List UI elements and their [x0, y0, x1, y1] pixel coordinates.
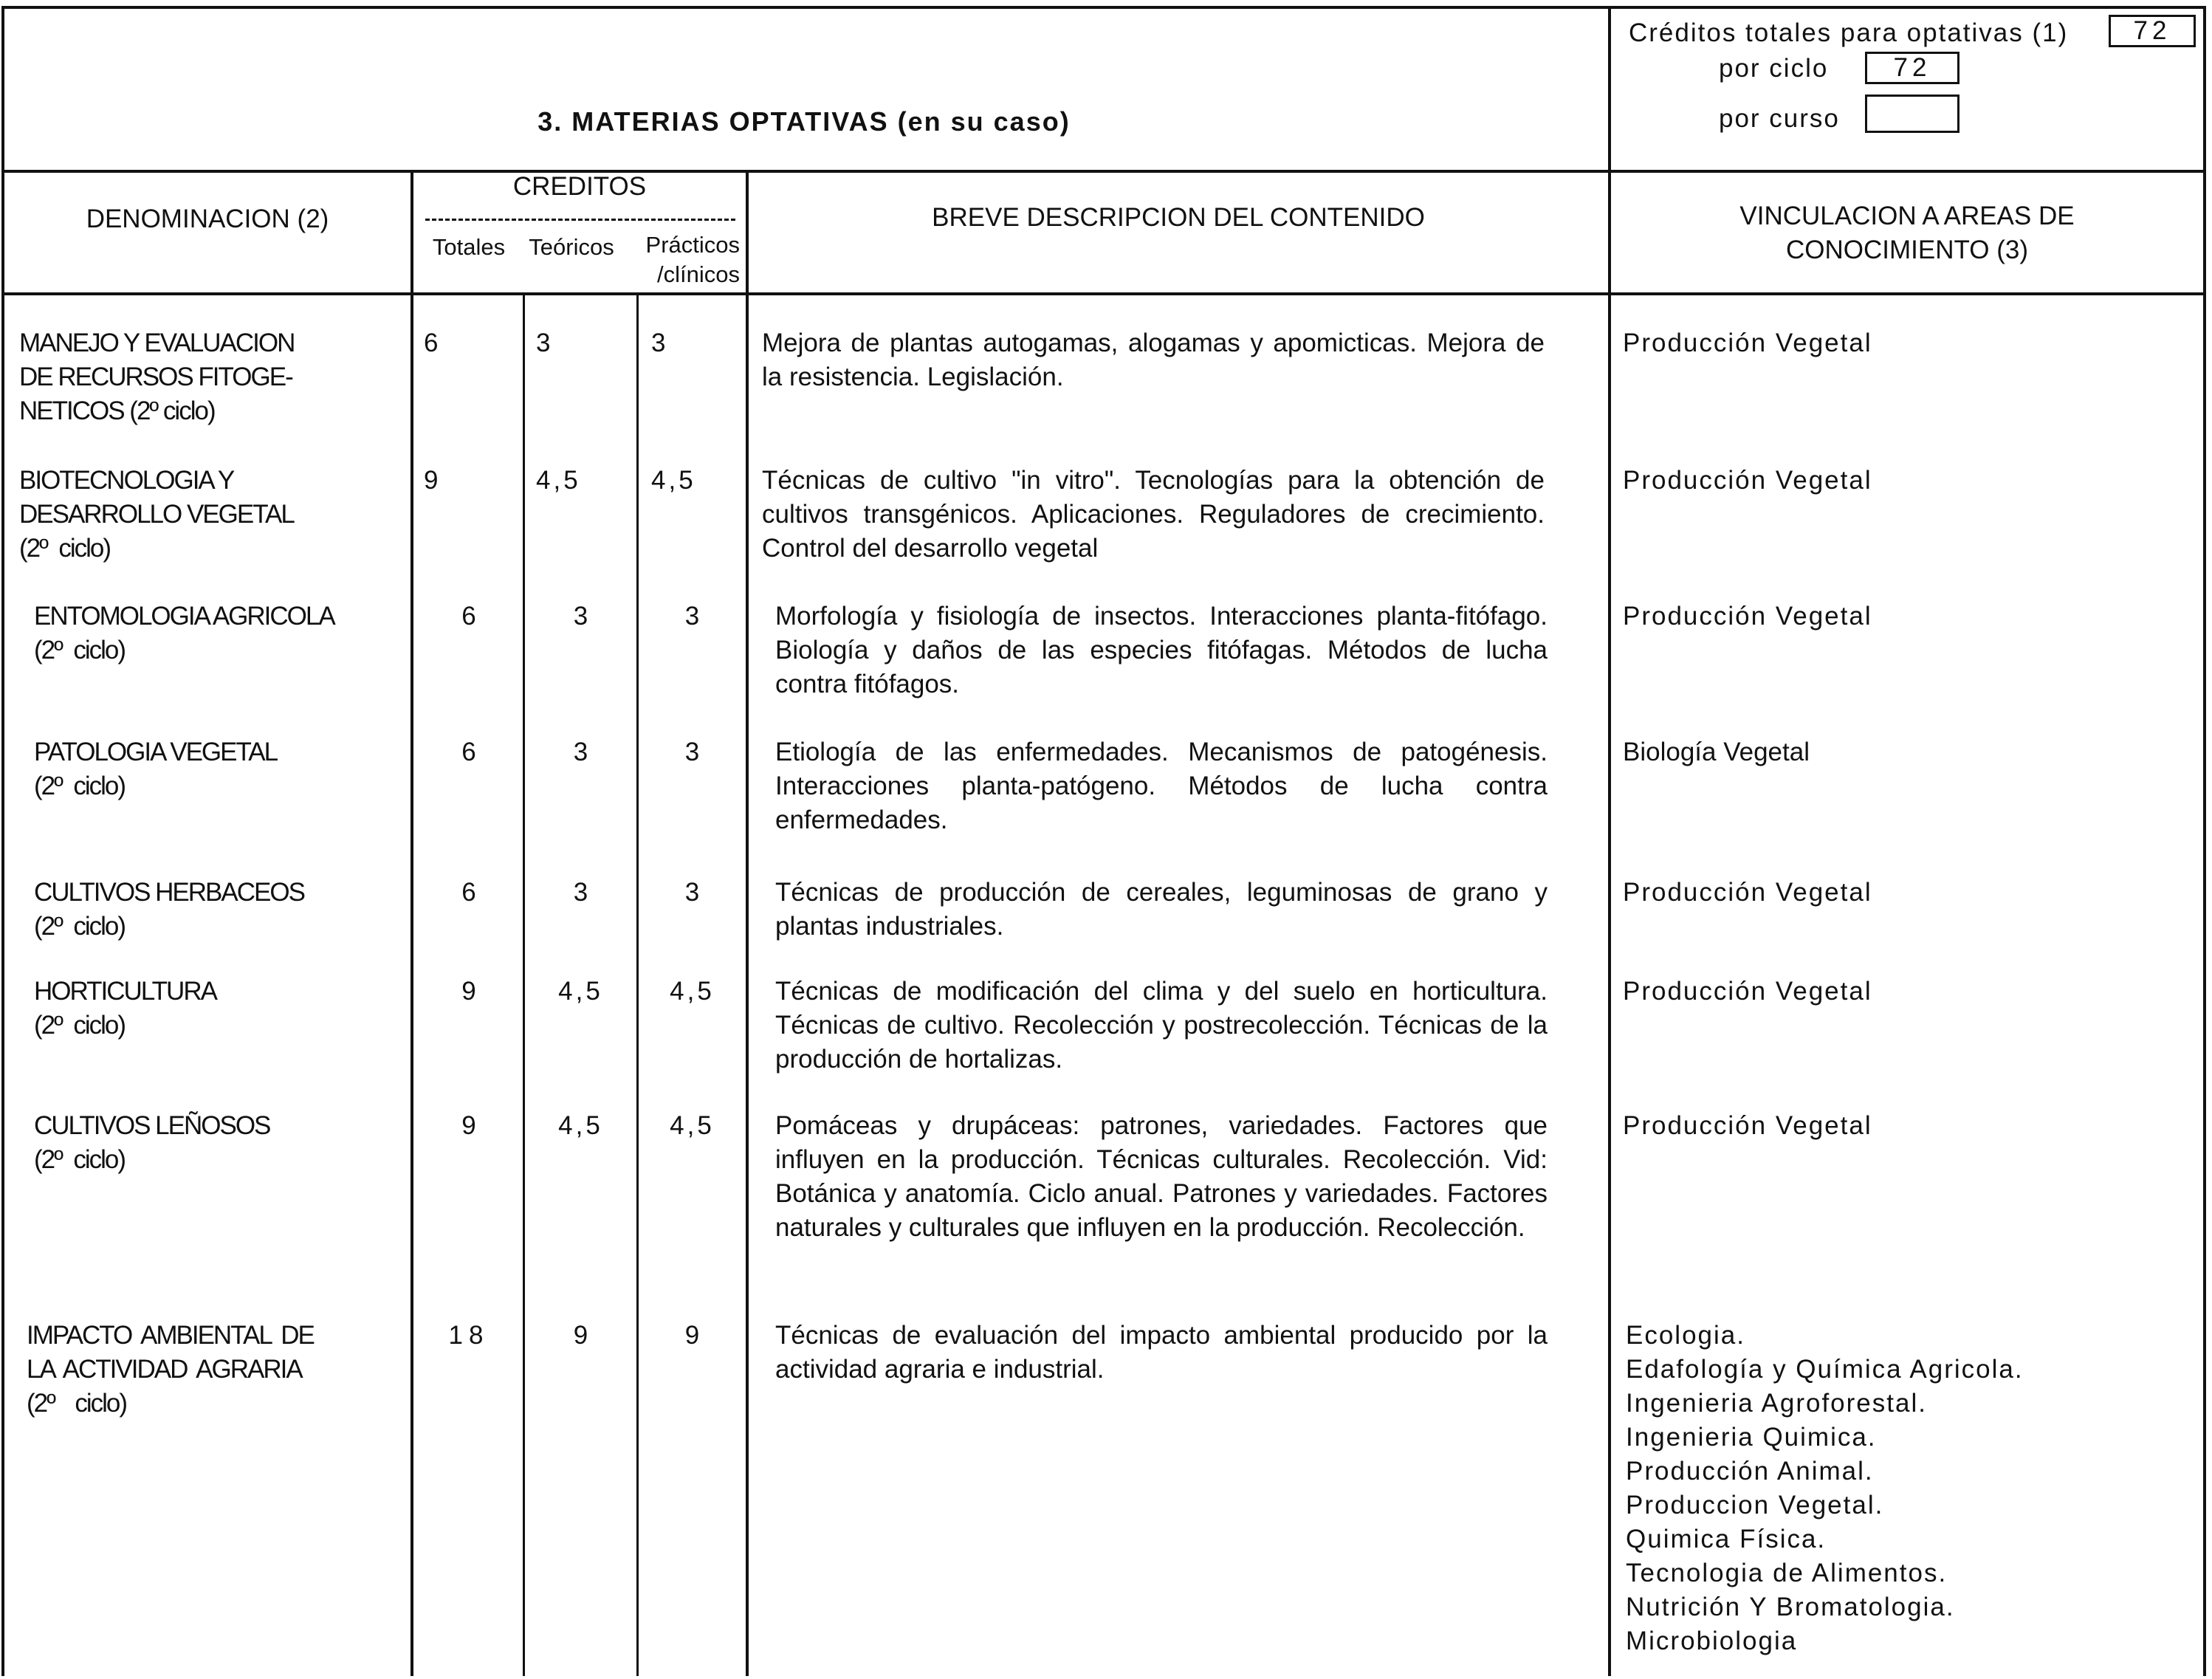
- row-7-teoricos: 4,5: [558, 1111, 603, 1140]
- row-4-practicos: 3: [684, 738, 700, 766]
- row-2-denominacion: BIOTECNOLOGIA Y DESARROLLO VEGETAL (2º ciclo): [19, 466, 294, 563]
- row-7-descripcion: Pomáceas y drupáceas: patrones, variedades. Factores que influyen en la producción. Técnicas culturales. Recolección. Vid: Botánica y anatomía. Ciclo anual. Patrones y variedades. Factores naturales y culturales que influyen en la producción. Recolección.: [775, 1111, 1548, 1242]
- row-5-descripcion: Técnicas de producción de cereales, leguminosas de grano y plantas industriales.: [775, 878, 1548, 941]
- col-header-denominacion: DENOMINACION (2): [86, 205, 329, 233]
- row-6-totales: 9: [461, 977, 476, 1006]
- row-1-descripcion: Mejora de plantas autogamas, alogamas y apomicticas. Mejora de la resistencia. Legislación.: [762, 329, 1545, 391]
- row-1-denominacion: MANEJO Y EVALUACION DE RECURSOS FITOGE- NETICOS (2º ciclo): [19, 329, 295, 425]
- row-2-descripcion: Técnicas de cultivo "in vitro". Tecnologías para la obtención de cultivos transgénicos. Aplicaciones. Reguladores de crecimiento. Control del desarrollo vegetal: [762, 466, 1545, 563]
- row-3-denominacion: ENTOMOLOGIA AGRICOLA (2º ciclo): [34, 602, 334, 665]
- row-1-areas: Producción Vegetal: [1623, 329, 1872, 357]
- creditos-totales-label: Créditos totales para optativas (1): [1629, 18, 2069, 47]
- frame-left: [1, 6, 4, 1676]
- por-ciclo-value: 72: [1865, 52, 1959, 84]
- row-8-practicos: 9: [684, 1321, 700, 1350]
- row-4-denominacion: PATOLOGIA VEGETAL (2º ciclo): [34, 738, 278, 800]
- row-8-teoricos: 9: [573, 1321, 588, 1350]
- col-header-totales: Totales: [432, 234, 506, 260]
- row-4-descripcion: Etiología de las enfermedades. Mecanismos de patogénesis. Interacciones planta-patógeno. Métodos de lucha contra enfermedades.: [775, 738, 1548, 834]
- column-header-divider: [1, 292, 2206, 295]
- row-6-teoricos: 4,5: [558, 977, 603, 1006]
- row-3-areas: Producción Vegetal: [1623, 602, 1872, 631]
- col-line-4: [746, 170, 749, 1676]
- row-4-totales: 6: [461, 738, 476, 766]
- creditos-totales-value: 72: [2109, 15, 2196, 47]
- col-line-1: [411, 170, 413, 1676]
- row-1-totales: 6: [424, 329, 439, 357]
- row-1-practicos: 3: [651, 329, 666, 357]
- row-6-denominacion: HORTICULTURA (2º ciclo): [34, 977, 216, 1040]
- row-7-practicos: 4,5: [670, 1111, 715, 1140]
- row-2-totales: 9: [424, 466, 439, 495]
- row-8-denominacion: IMPACTO AMBIENTAL DE LA ACTIVIDAD AGRARIA (2º ciclo): [27, 1321, 314, 1418]
- por-curso-label: por curso: [1719, 104, 1840, 133]
- row-4-teoricos: 3: [573, 738, 588, 766]
- col-header-descripcion: BREVE DESCRIPCION DEL CONTENIDO: [932, 203, 1425, 232]
- col-header-teoricos: Teóricos: [529, 234, 614, 260]
- row-1-teoricos: 3: [536, 329, 551, 357]
- frame-right: [2203, 6, 2206, 1676]
- row-5-teoricos: 3: [573, 878, 588, 907]
- row-8-totales: 18: [448, 1321, 490, 1350]
- col-header-practicos: Prácticos /clínicos: [645, 232, 740, 287]
- por-ciclo-label: por ciclo: [1719, 54, 1829, 83]
- row-3-totales: 6: [461, 602, 476, 631]
- row-8-descripcion: Técnicas de evaluación del impacto ambiental producido por la actividad agraria e industrial.: [775, 1321, 1548, 1384]
- header-divider: [1, 170, 2206, 173]
- col-header-vinculacion: VINCULACION A AREAS DE CONOCIMIENTO (3): [1739, 202, 2075, 264]
- row-5-practicos: 3: [684, 878, 700, 907]
- row-5-areas: Producción Vegetal: [1623, 878, 1872, 907]
- row-3-practicos: 3: [684, 602, 700, 631]
- row-7-denominacion: CULTIVOS LEÑOSOS (2º ciclo): [34, 1111, 270, 1174]
- row-4-areas: Biología Vegetal: [1623, 738, 1810, 766]
- creditos-dashed-rule: [425, 219, 735, 221]
- section-title: 3. MATERIAS OPTATIVAS (en su caso): [537, 106, 1071, 137]
- row-7-areas: Producción Vegetal: [1623, 1111, 1872, 1140]
- row-6-areas: Producción Vegetal: [1623, 977, 1872, 1006]
- col-header-creditos: CREDITOS: [512, 172, 647, 201]
- row-5-denominacion: CULTIVOS HERBACEOS (2º ciclo): [34, 878, 304, 941]
- frame-top: [1, 6, 2206, 9]
- row-7-totales: 9: [461, 1111, 476, 1140]
- row-3-teoricos: 3: [573, 602, 588, 631]
- row-2-teoricos: 4,5: [536, 466, 581, 495]
- row-5-totales: 6: [461, 878, 476, 907]
- row-6-descripcion: Técnicas de modificación del clima y del suelo en horticultura. Técnicas de cultivo. Recolección y postrecolección. Técnicas de la producción de hortalizas.: [775, 977, 1548, 1074]
- row-2-practicos: 4,5: [651, 466, 696, 495]
- row-3-descripcion: Morfología y fisiología de insectos. Interacciones planta-fitófago. Biología y daños de las especies fitófagas. Métodos de lucha contra fitófagos.: [775, 602, 1548, 698]
- row-8-areas: Ecologia. Edafología y Química Agricola. Ingenieria Agroforestal. Ingenieria Quimica. Producción Animal. Produccion Vegetal. Quimica Física. Tecnologia de Alimentos. Nutrición Y Bromatologia. Microbiologia: [1626, 1321, 2024, 1655]
- row-2-areas: Producción Vegetal: [1623, 466, 1872, 495]
- por-curso-value: [1865, 95, 1959, 133]
- row-6-practicos: 4,5: [670, 977, 715, 1006]
